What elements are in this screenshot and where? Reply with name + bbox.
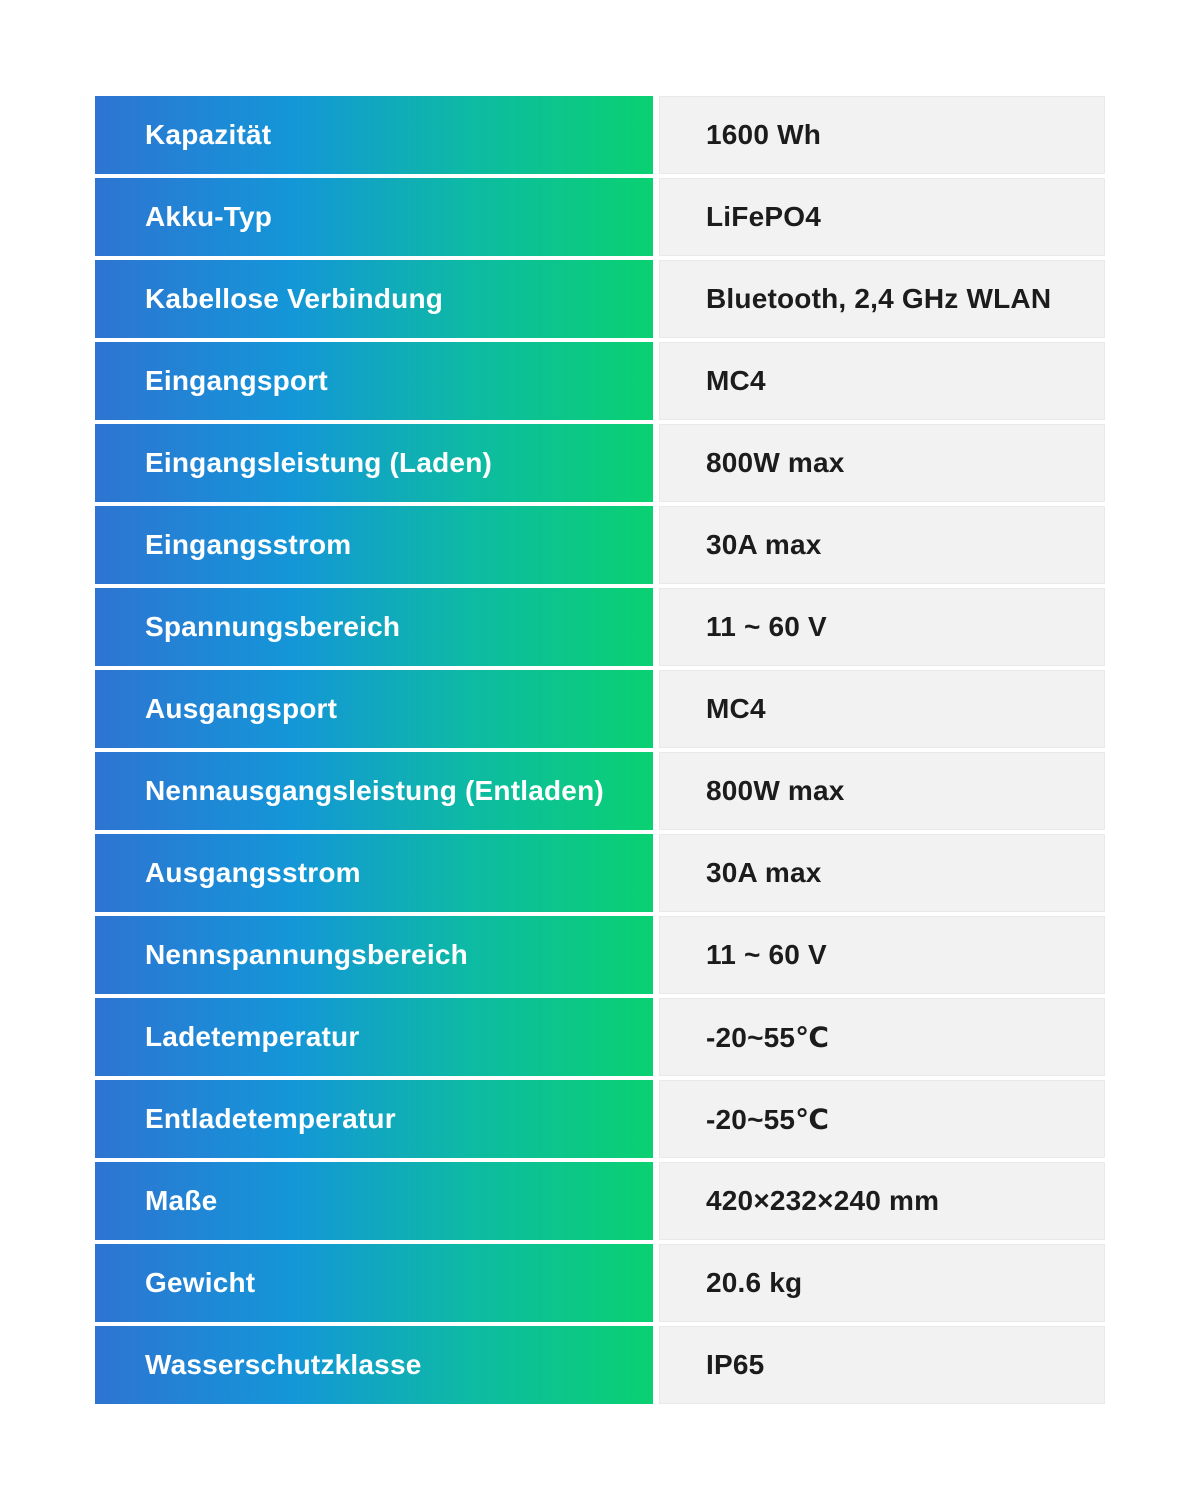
table-row <box>95 1244 1105 1322</box>
spec-value-cell <box>659 1244 1105 1322</box>
spec-label: Kapazität <box>145 119 272 150</box>
table-row <box>95 998 1105 1076</box>
spec-label-cell <box>95 1244 653 1322</box>
spec-value-cell <box>659 96 1105 174</box>
spec-value-cell <box>659 1326 1105 1404</box>
spec-label-cell <box>95 834 653 912</box>
spec-label-cell <box>95 178 653 256</box>
table-row <box>95 1080 1105 1158</box>
spec-label: Akku-Typ <box>145 201 273 232</box>
table-row <box>95 670 1105 748</box>
table-row <box>95 342 1105 420</box>
spec-value: 11 ~ 60 V <box>706 939 827 970</box>
spec-value: MC4 <box>706 693 766 724</box>
spec-value-cell <box>659 178 1105 256</box>
spec-label: Gewicht <box>145 1267 256 1298</box>
spec-value-cell <box>659 670 1105 748</box>
spec-label: Eingangsport <box>145 365 328 396</box>
table-row <box>95 588 1105 666</box>
spec-table <box>95 96 1105 1404</box>
table-row <box>95 178 1105 256</box>
spec-value: 800W max <box>706 775 845 806</box>
spec-label: Ausgangsport <box>145 693 338 724</box>
spec-label-cell <box>95 260 653 338</box>
spec-label-cell <box>95 916 653 994</box>
spec-value-cell <box>659 342 1105 420</box>
spec-value: 420×232×240 mm <box>706 1185 940 1216</box>
spec-label-cell <box>95 1080 653 1158</box>
spec-value: 30A max <box>706 857 822 888</box>
spec-label-cell <box>95 1162 653 1240</box>
spec-label-cell <box>95 752 653 830</box>
spec-label: Ausgangsstrom <box>145 857 361 888</box>
spec-value-cell <box>659 998 1105 1076</box>
spec-value: MC4 <box>706 365 766 396</box>
spec-label-cell <box>95 424 653 502</box>
spec-label: Entladetemperatur <box>145 1103 396 1134</box>
table-row <box>95 916 1105 994</box>
spec-value: 11 ~ 60 V <box>706 611 827 642</box>
spec-label: Spannungsbereich <box>145 611 401 642</box>
spec-label: Nennspannungsbereich <box>145 939 468 970</box>
spec-label-cell <box>95 588 653 666</box>
spec-label: Ladetemperatur <box>145 1021 360 1052</box>
spec-label-cell <box>95 998 653 1076</box>
table-row <box>95 424 1105 502</box>
spec-value: 800W max <box>706 447 845 478</box>
spec-label: Wasserschutzklasse <box>145 1349 422 1380</box>
spec-value: 30A max <box>706 529 822 560</box>
spec-value-cell <box>659 506 1105 584</box>
table-row <box>95 834 1105 912</box>
spec-value: 1600 Wh <box>706 119 821 150</box>
spec-value: LiFePO4 <box>706 201 821 232</box>
table-row <box>95 1326 1105 1404</box>
spec-value-cell <box>659 588 1105 666</box>
spec-label: Maße <box>145 1185 218 1216</box>
table-row <box>95 260 1105 338</box>
table-row <box>95 506 1105 584</box>
spec-label: Eingangsleistung (Laden) <box>145 447 493 478</box>
spec-value-cell <box>659 424 1105 502</box>
table-row <box>95 1162 1105 1240</box>
spec-label-cell <box>95 670 653 748</box>
spec-value: IP65 <box>706 1349 765 1380</box>
spec-label-cell <box>95 506 653 584</box>
spec-value-cell <box>659 260 1105 338</box>
table-row <box>95 752 1105 830</box>
spec-label: Kabellose Verbindung <box>145 283 444 314</box>
spec-label: Nennausgangsleistung (Entladen) <box>145 775 604 806</box>
spec-label-cell <box>95 96 653 174</box>
table-row <box>95 96 1105 174</box>
spec-value-cell <box>659 1162 1105 1240</box>
spec-value: Bluetooth, 2,4 GHz WLAN <box>706 283 1052 314</box>
spec-value-cell <box>659 834 1105 912</box>
spec-value-cell <box>659 1080 1105 1158</box>
spec-value: -20~55℃ <box>706 1103 830 1135</box>
spec-value: -20~55℃ <box>706 1021 830 1053</box>
spec-label-cell <box>95 342 653 420</box>
spec-label-cell <box>95 1326 653 1404</box>
spec-value: 20.6 kg <box>706 1267 803 1298</box>
spec-value-cell <box>659 916 1105 994</box>
spec-label: Eingangsstrom <box>145 529 352 560</box>
spec-value-cell <box>659 752 1105 830</box>
